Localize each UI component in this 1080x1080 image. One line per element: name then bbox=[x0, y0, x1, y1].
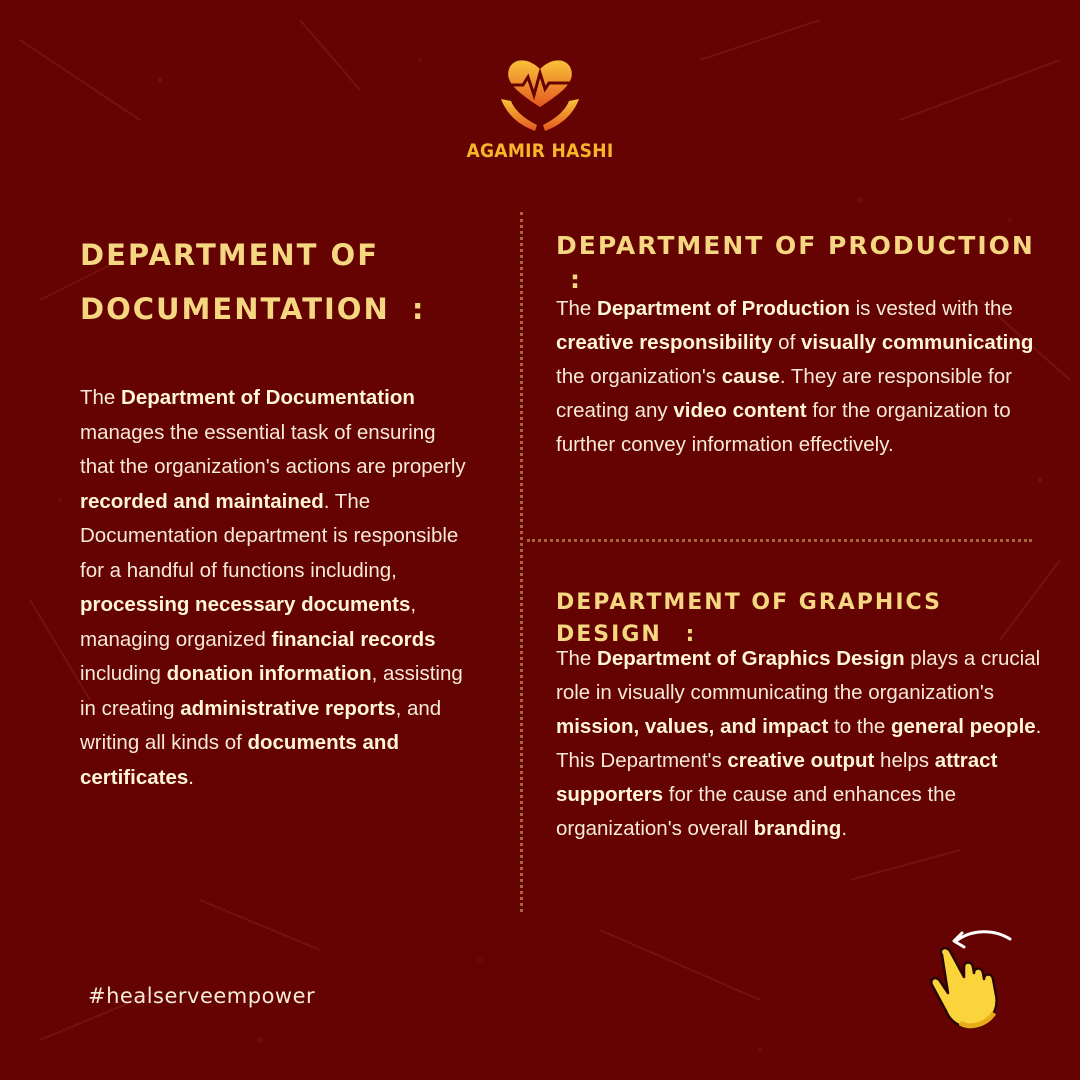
documentation-heading-line1: DEPARTMENT OF bbox=[80, 238, 380, 272]
graphics-paragraph: The Department of Graphics Design plays a crucial role in visually communicating the organization's mission, values, and impact to the general people. This Department's creative output helps attract supporters for the cause and enhances the organization's overall branding. bbox=[556, 647, 1042, 840]
production-heading-colon: : bbox=[570, 265, 582, 294]
graphics-heading-text: DEPARTMENT OF GRAPHICS DESIGN bbox=[556, 590, 942, 647]
hashtag: #healserveempower bbox=[88, 984, 316, 1008]
documentation-paragraph: The Department of Documentation manages the essential task of ensuring that the organization's actions are properly recorded and maintained. The Documentation department is responsible for a handful of functions including, processing necessary documents, managing organized financial records including donation information, assisting in creating administrative reports, and writing all kinds of documents and certificates. bbox=[80, 386, 466, 789]
documentation-heading-colon: : bbox=[411, 292, 426, 326]
brand-name: AGAMIR HASHI bbox=[466, 140, 614, 162]
swipe-hand-icon[interactable] bbox=[920, 925, 1030, 1035]
production-paragraph: The Department of Production is vested with the creative responsibility of visually communicating the organization's cause. They are responsible for creating any video content for the organization to further convey information effectively. bbox=[556, 297, 1034, 456]
production-heading-text: DEPARTMENT OF PRODUCTION bbox=[556, 231, 1035, 260]
documentation-heading bbox=[80, 228, 500, 336]
graphics-heading-colon: : bbox=[685, 622, 697, 647]
vertical-divider bbox=[520, 212, 523, 912]
documentation-heading-line2: DOCUMENTATION bbox=[80, 292, 390, 326]
production-heading bbox=[556, 229, 1056, 297]
heart-in-hands-heartbeat-icon bbox=[495, 55, 585, 137]
horizontal-divider bbox=[527, 539, 1032, 542]
